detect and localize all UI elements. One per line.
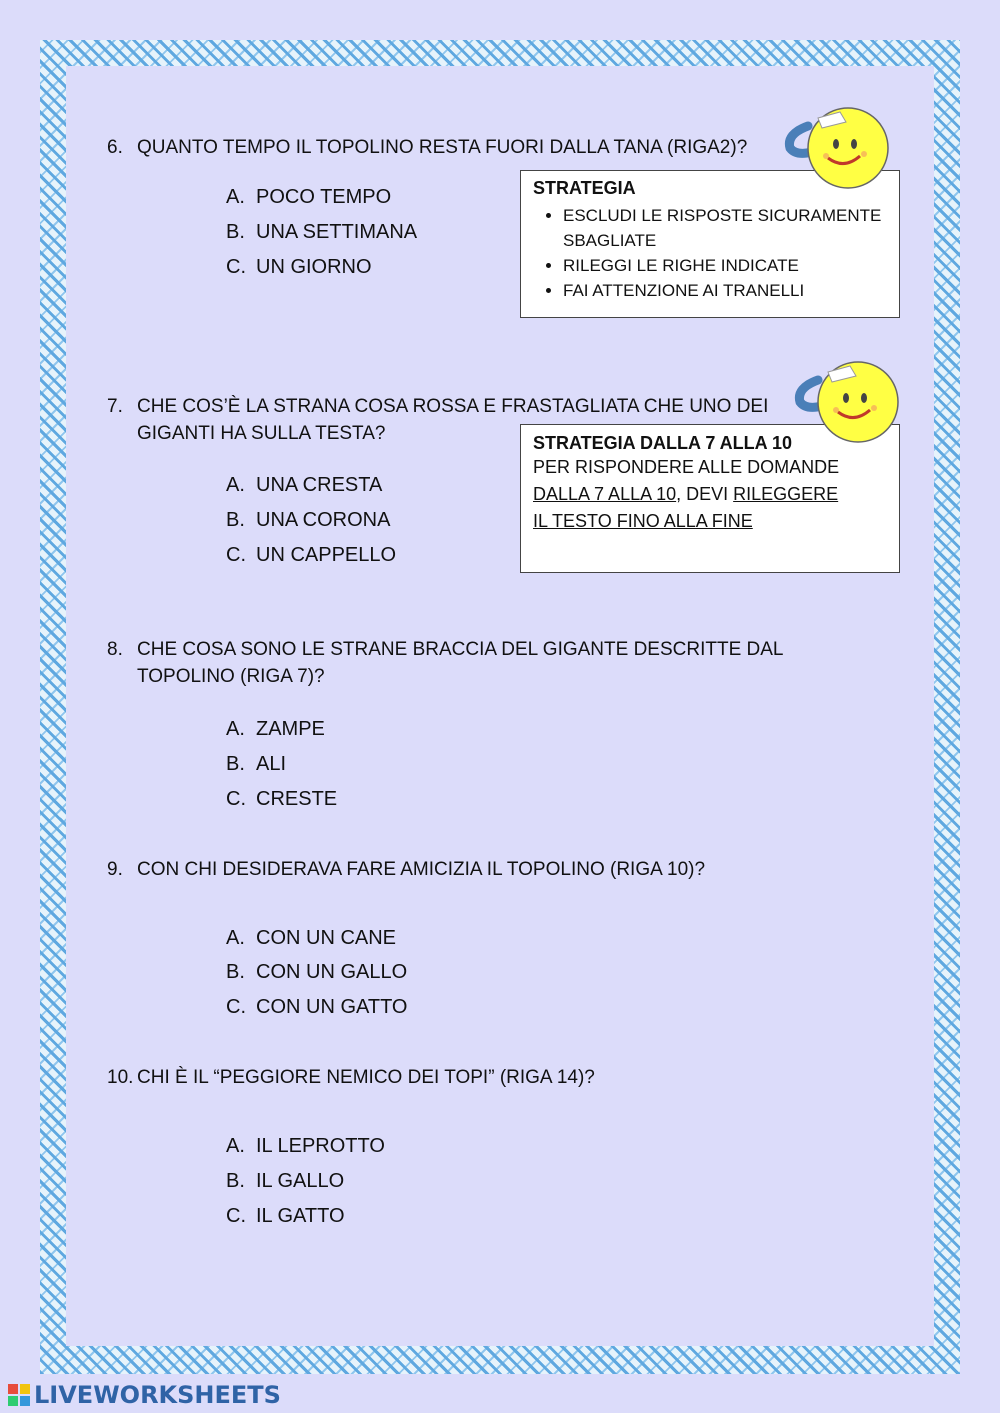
strategy-box-7-10	[520, 424, 900, 573]
saluting-smiley-icon	[778, 104, 894, 192]
question-text: CHE COS’È LA STRANA COSA ROSSA E FRASTAGLIATA CHE UNO DEI GIGANTI HA SULLA TESTA?	[137, 396, 769, 444]
logo-text: LIVEWORKSHEETS	[34, 1381, 281, 1409]
question-text: CON CHI DESIDERAVA FARE AMICIZIA IL TOPOLINO (RIGA 10)?	[137, 859, 706, 880]
question-number: 6.	[107, 137, 123, 158]
question-number: 8.	[107, 639, 123, 660]
option-10c[interactable]: C. IL GATTO	[226, 1205, 345, 1227]
option-8b[interactable]: B. ALI	[226, 753, 287, 775]
strategy-title: STRATEGIA DALLA 7 ALLA 10	[533, 433, 793, 453]
strategy-box	[520, 170, 900, 318]
option-9b[interactable]: B. CON UN GALLO	[226, 961, 408, 983]
question-number: 7.	[107, 396, 123, 417]
option-8a[interactable]: A. ZAMPE	[226, 718, 325, 740]
strategy-item: • RILEGGI LE RIGHE INDICATE	[563, 253, 887, 278]
option-7b[interactable]: B. UNA CORONA	[226, 509, 391, 531]
logo-mark-icon	[8, 1384, 30, 1406]
question-text: CHE COSA SONO LE STRANE BRACCIA DEL GIGANTE DESCRITTE DAL TOPOLINO (RIGA 7)?	[137, 639, 783, 687]
strategy-title: STRATEGIA	[533, 178, 636, 198]
option-6c[interactable]: C. UN GIORNO	[226, 256, 372, 278]
question-text: CHI È IL “PEGGIORE NEMICO DEI TOPI” (RIGA 14)?	[137, 1067, 595, 1088]
question-number: 10.	[107, 1067, 134, 1088]
strategy-item: • FAI ATTENZIONE AI TRANELLI	[563, 278, 887, 303]
option-9c[interactable]: C. CON UN GATTO	[226, 996, 408, 1018]
question-text: QUANTO TEMPO IL TOPOLINO RESTA FUORI DALLA TANA (RIGA2)?	[137, 137, 748, 158]
option-10a[interactable]: A. IL LEPROTTO	[226, 1135, 385, 1157]
saluting-smiley-icon	[788, 358, 904, 446]
option-8c[interactable]: C. CRESTE	[226, 788, 338, 810]
option-7a[interactable]: A. UNA CRESTA	[226, 474, 383, 496]
option-10b[interactable]: B. IL GALLO	[226, 1170, 345, 1192]
strategy-text: PER RISPONDERE ALLE DOMANDE DALLA 7 ALLA 10, DEVI RILEGGERE IL TESTO FINO ALLA FINE	[533, 457, 840, 531]
liveworksheets-logo[interactable]	[8, 1380, 281, 1410]
option-9a[interactable]: A. CON UN CANE	[226, 927, 397, 949]
question-number: 9.	[107, 859, 123, 880]
option-6b[interactable]: B. UNA SETTIMANA	[226, 221, 418, 243]
strategy-list	[533, 203, 887, 303]
option-7c[interactable]: C. UN CAPPELLO	[226, 544, 397, 566]
strategy-item: • ESCLUDI LE RISPOSTE SICURAMENTE SBAGLIATE	[563, 203, 887, 253]
option-6a[interactable]: A. POCO TEMPO	[226, 186, 392, 208]
